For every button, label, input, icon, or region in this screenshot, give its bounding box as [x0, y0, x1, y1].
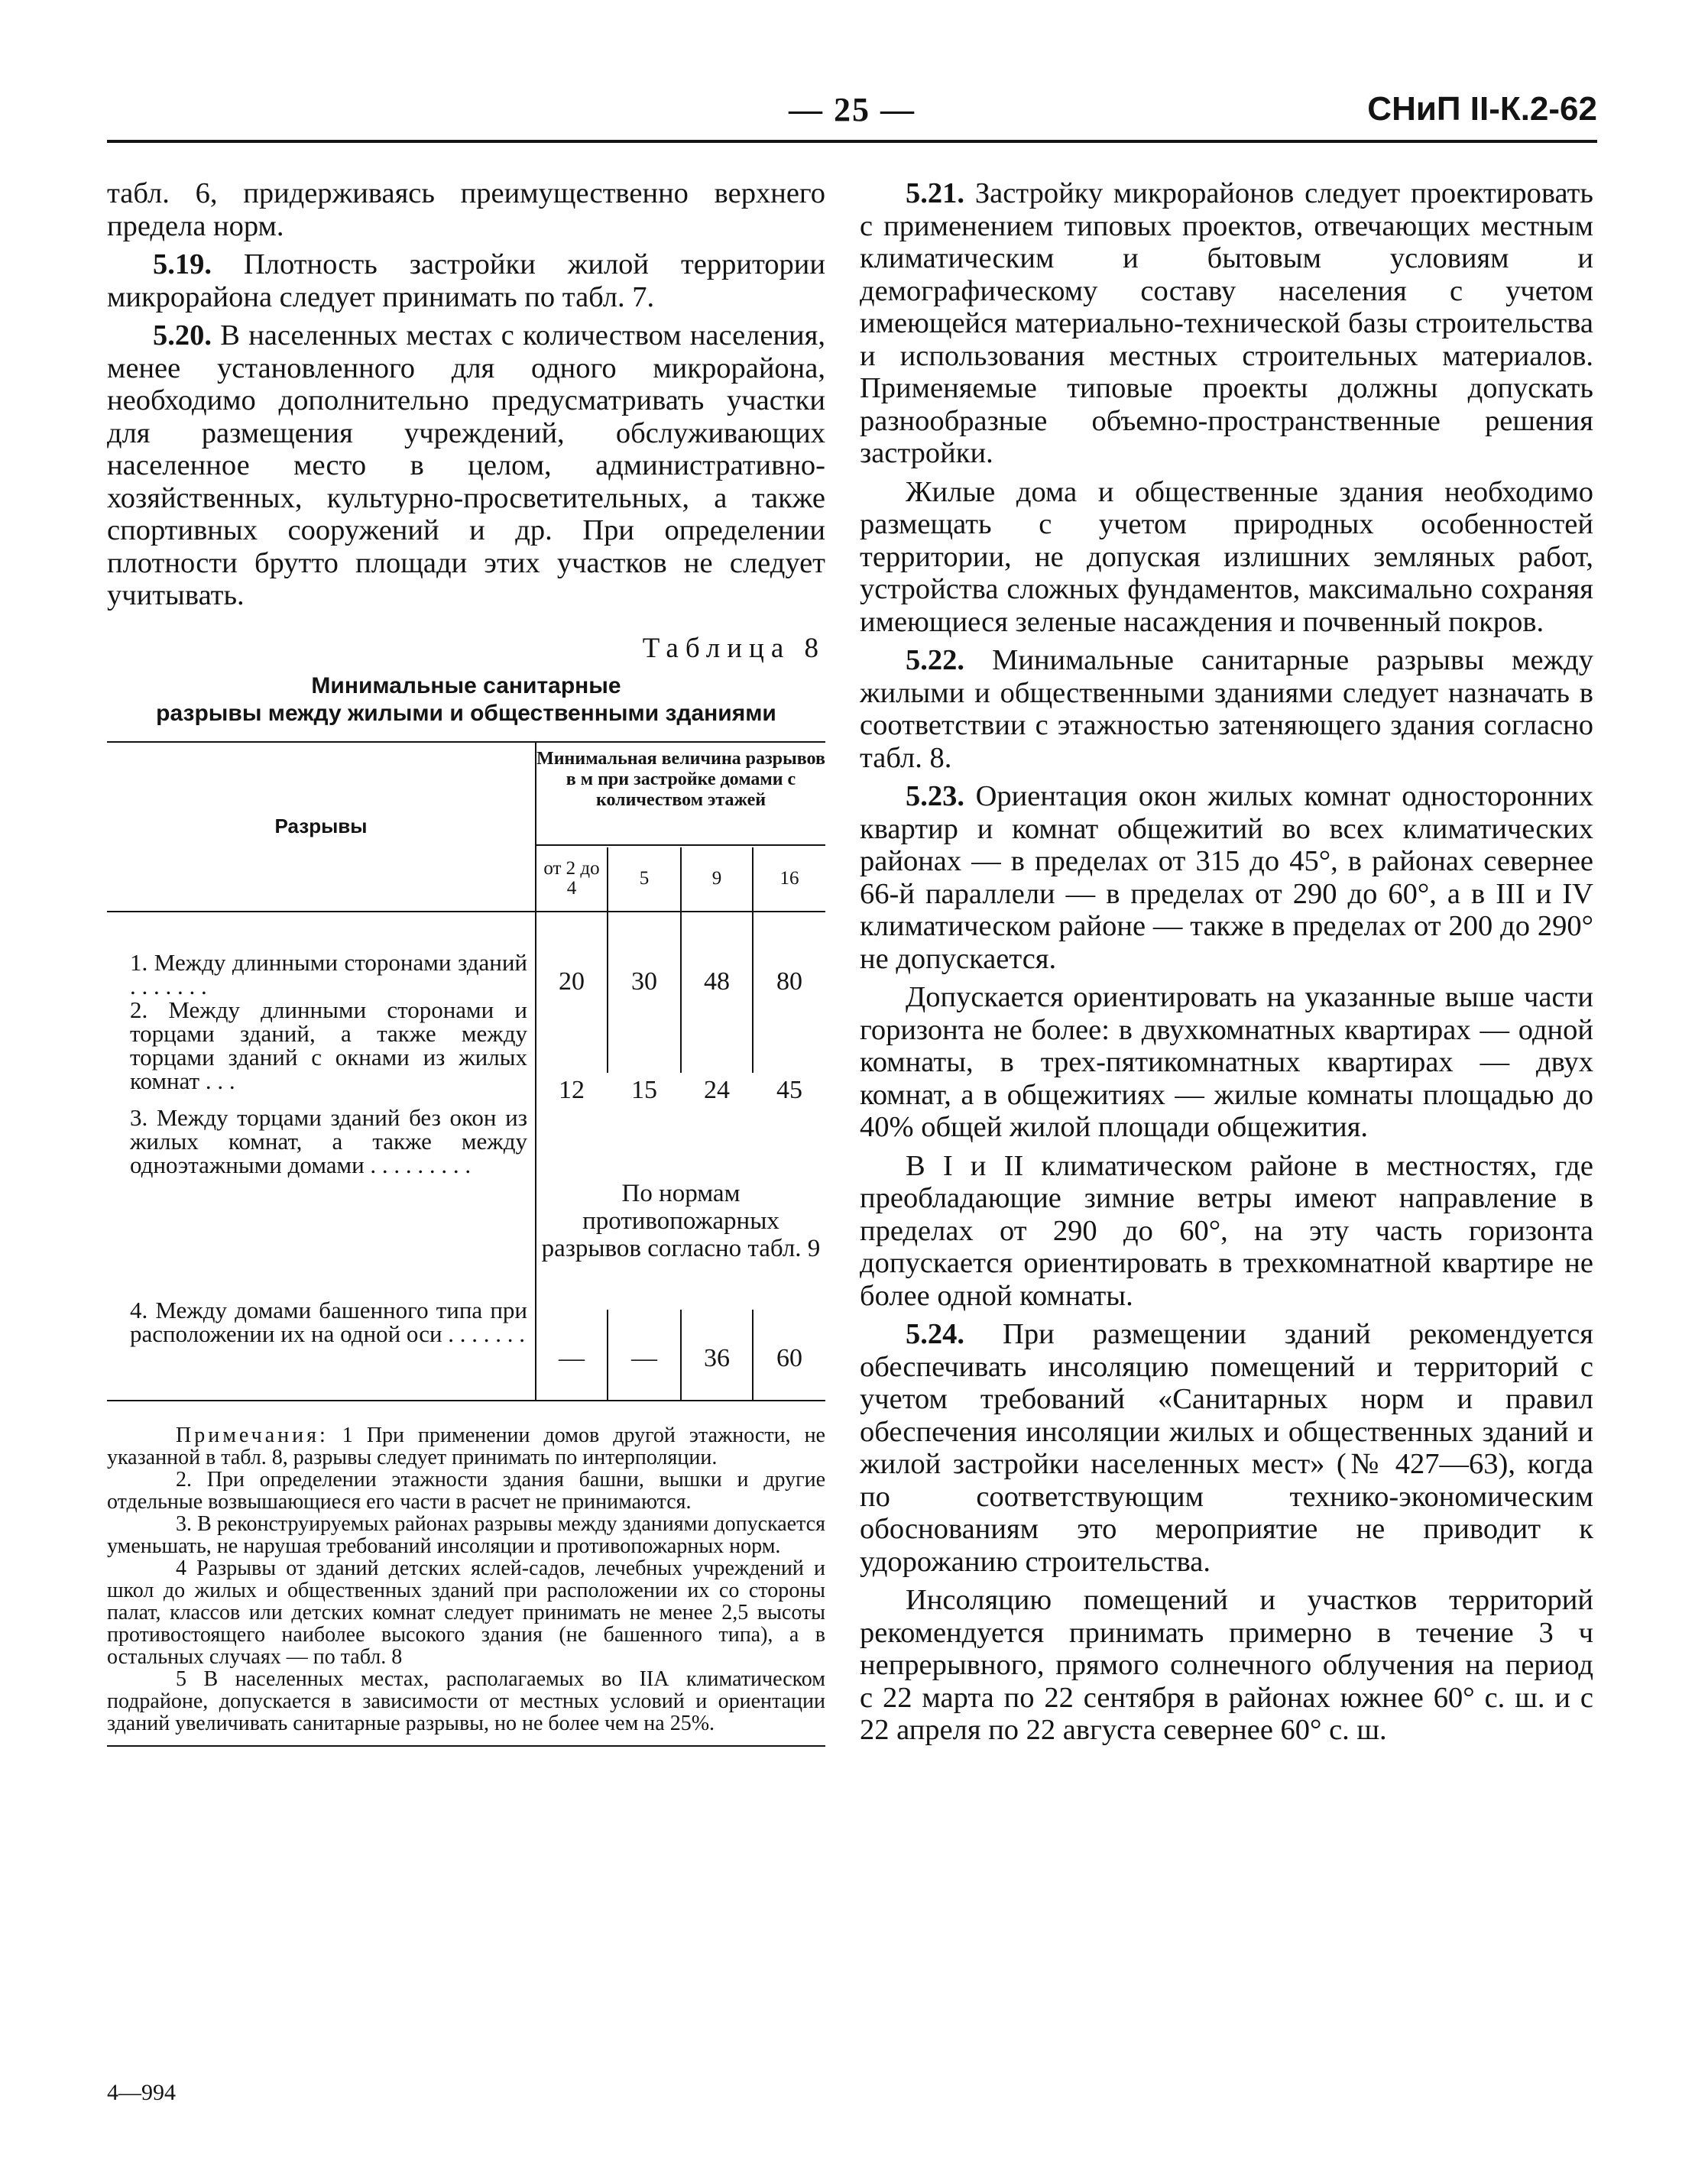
document-code: СНиП II-К.2-62: [1367, 90, 1597, 128]
note-1: [107, 1424, 825, 1469]
table-row-label: 2. Между длинными сторонами и торцами зданий, а также между торцами зданий с окнами из жилых комнат . . .: [130, 996, 527, 1094]
table-label: Таблица 8: [642, 632, 825, 664]
notes-heading: Примечания:: [176, 1423, 329, 1447]
paragraph-5-21: [860, 177, 1593, 470]
note-3: 3. В реконструируемых районах разрывы между зданиями допускается уменьшать, не нарушая требований инсоляции и противопожарных норм.: [107, 1511, 825, 1558]
clause-number: 5.23.: [906, 780, 964, 812]
note-5: 5 В населенных местах, располагаемых во IIА климатическом подрайоне, допускается в зависимости от местных условий и ориентации зданий увеличивать санитарные разрывы, но не более чем на 25%.: [107, 1667, 825, 1735]
paragraph-5-24: [860, 1318, 1593, 1578]
header-cell-floors: 16: [779, 868, 799, 889]
table-cell: 15: [631, 1075, 657, 1104]
table-title-line: разрывы между жилыми и общественными зданиями: [156, 700, 776, 726]
header-rule: [107, 140, 1597, 143]
notes-rule: [107, 1745, 825, 1747]
left-column: [107, 177, 825, 1747]
table-cell: 36: [704, 1343, 730, 1372]
table-merged-cell: По нормам противопожарных разрывов согласно табл. 9: [541, 1179, 821, 1262]
clause-text: Ориентация окон жилых комнат односторонних квартир и комнат общежитий во всех климатических районах — в пределах от 315 до 45°, в районах севернее 66-й параллели — в пределах от 290 до 60°, а в III и IV климатическом районе — также в пределах от 200 до 290° не допускается.: [860, 780, 1593, 975]
clause-number: 5.19.: [153, 248, 212, 280]
paragraph-5-22: [860, 644, 1593, 774]
table-title-line: Минимальные санитарные: [311, 672, 621, 698]
right-column: [860, 177, 1593, 1753]
signature-mark: 4—994: [107, 2080, 176, 2105]
page-number: — 25 —: [789, 91, 916, 128]
header-cell-razryvy: Разрывы: [107, 743, 536, 911]
clause-text: Застройку микрорайонов следует проектировать с применением типовых проектов, отвечающих местным климатическим и бытовым условиям и демографическому составу населения с учетом имеющейся материально-технической базы строительства и использования местных строительных материалов. Применяемые типовые проекты должны допускать разнообразные объемно-пространственные решения застройки.: [860, 177, 1593, 469]
clause-text: Минимальные санитарные разрывы между жилыми и общественными зданиями следует назначать в соответствии с этажностью затеняющего здания согласно табл. 8.: [860, 644, 1593, 774]
table-cell: 80: [776, 967, 802, 996]
clause-number: 5.21.: [906, 177, 964, 209]
paragraph-5-20: [107, 319, 825, 612]
table-cell: 12: [559, 1075, 585, 1104]
table-cell: 20: [559, 967, 585, 996]
clause-number: 5.22.: [906, 644, 964, 676]
note-2: 2. При определении этажности здания башни, вышки и другие отдельные возвышающиеся его части в расчет не принимаются.: [107, 1467, 825, 1514]
table-cell: —: [559, 1343, 585, 1372]
paragraph-climate-winds: В I и II климатическом районе в местностях, где преобладающие зимние ветры имеют направление в пределах от 290 до 60°, на эту часть горизонта допускается ориентировать в трехкомнатной квартире не более одной комнаты.: [860, 1149, 1593, 1312]
header-cell-min-value: Минимальная величина разрывов в м при застройке домами с количеством этажей: [536, 743, 825, 846]
header-cell-floors: 5: [608, 847, 682, 911]
table-cell: —: [631, 1343, 657, 1372]
table-cell: 48: [704, 967, 730, 996]
paragraph-5-23: [860, 780, 1593, 975]
clause-text: Плотность застройки жилой территории микрорайона следует принимать по табл. 7.: [107, 248, 825, 313]
clause-text: При размещении зданий рекомендуется обеспечивать инсоляцию помещений и территорий с учетом требований «Санитарных норм и правил обеспечения инсоляции жилых и общественных зданий и жилой застройки населенных мест» (№ 427—63), когда по соответствующим технико-экономическим обоснованиям это мероприятие не приводит к удорожанию строительства.: [860, 1318, 1593, 1578]
table-8: [107, 741, 825, 1401]
clause-number: 5.24.: [906, 1318, 964, 1350]
table-header: [107, 743, 825, 912]
table-cell: 45: [776, 1075, 802, 1104]
paragraph-orientation-allowance: Допускается ориентировать на указанные выше части горизонта не более: в двухкомнатных квартирах — одной комнаты, в трех-пятикомнатных квартирах — двух комнат, а в общежитиях — жилые комнаты площадью до 40% общей жилой площади общежития.: [860, 981, 1593, 1143]
table-row-label: 4. Между домами башенного типа при расположении их на одной оси . . . . . . .: [130, 1296, 527, 1347]
paragraph-sites: Жилые дома и общественные здания необходимо размещать с учетом природных особенностей территории, не допуская излишних земляных работ, устройства сложных фундаментов, максимально сохраняя имеющиеся зеленые насаждения и почвенный покров.: [860, 475, 1593, 638]
running-head: [107, 90, 1597, 136]
table-cell: 60: [776, 1343, 802, 1372]
table-row-label: 1. Между длинными сторонами зданий . . . . . . .: [130, 948, 527, 999]
paragraph-5-19: [107, 248, 825, 313]
table-body: [107, 912, 825, 1400]
paragraph-continuation: табл. 6, придерживаясь преимущественно верхнего предела норм.: [107, 177, 825, 242]
header-cell-floors: от 2 до 4: [536, 847, 608, 911]
paragraph-insolation: Инсоляцию помещений и участков территорий рекомендуется принимать примерно в течение 3 ч непрерывного, прямого солнечного облучения на период с 22 марта по 22 сентября в районах южнее 60° с. ш. и с 22 апреля по 22 августа севернее 60° с. ш.: [860, 1584, 1593, 1746]
table-notes: [107, 1424, 825, 1735]
clause-text: В населенных местах с количеством населения, менее установленного для одного микрорайона, необходимо дополнительно предусматривать участки для размещения учреждений, обслуживающих населенное место в целом, административно-хозяйственных, культурно-просветительных, а также спортивных сооружений и др. При определении плотности брутто площади этих участков не следует учитывать.: [107, 319, 825, 611]
clause-number: 5.20.: [153, 319, 212, 351]
table-row-label: 3. Между торцами зданий без окон из жилых комнат, а также между одноэтажными домами . . . . . . . . .: [130, 1103, 527, 1178]
note-4: 4 Разрывы от зданий детских яслей-садов, лечебных учреждений и школ до жилых и общественных зданий при расположении их со стороны палат, классов или детских комнат следует принимать не менее 2,5 высоты противостоящего наиболее высокого здания (не башенного типа), а в остальных случаях — по табл. 8: [107, 1556, 825, 1669]
table-title: [107, 672, 825, 727]
table-cell: 24: [704, 1075, 730, 1104]
note-text: 1 При применении домов другой этажности, не указанной в табл. 8, разрывы следует принимать по интерполяции.: [107, 1423, 825, 1469]
header-cell-floors: 9: [682, 847, 754, 911]
table-cell: 30: [631, 967, 657, 996]
